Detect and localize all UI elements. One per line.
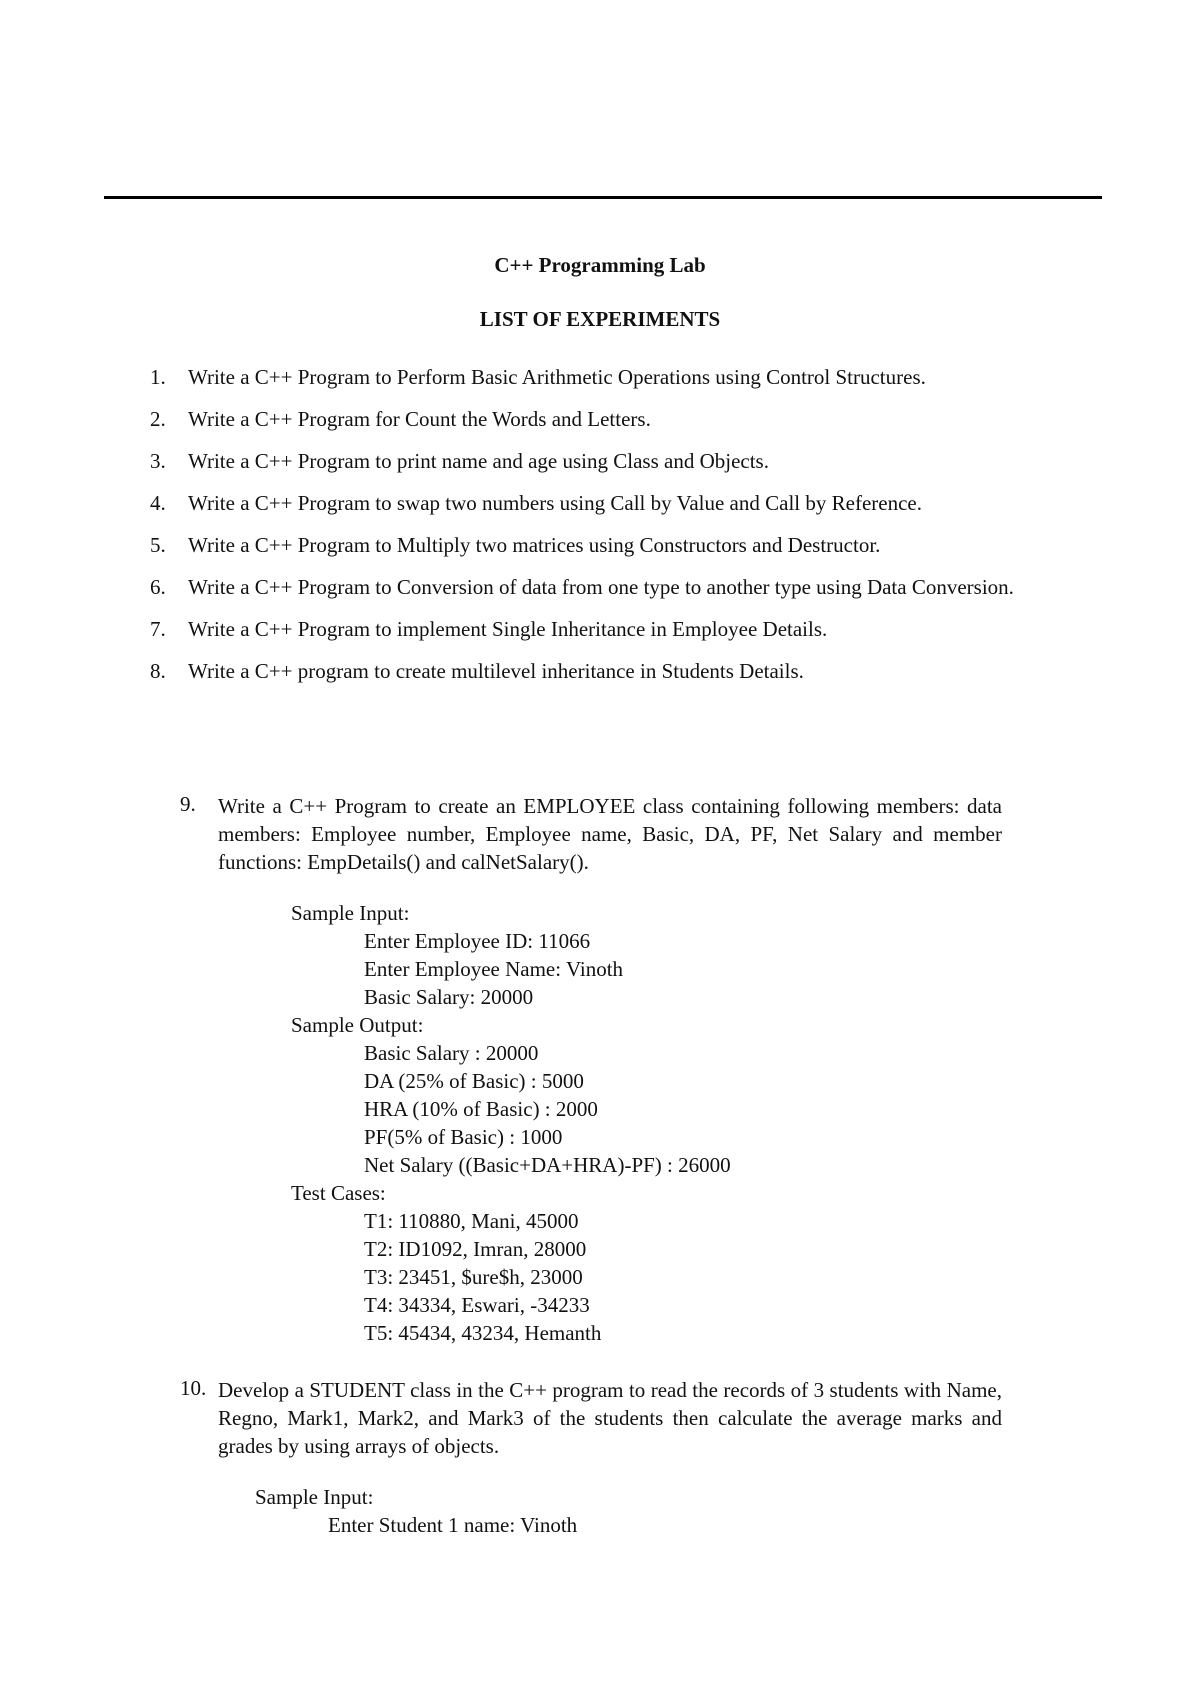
test-case-line: T2: ID1092, Imran, 28000 bbox=[364, 1237, 587, 1261]
item-number: 2. bbox=[150, 407, 166, 431]
question-text: Develop a STUDENT class in the C++ program to read the records of 3 students with Name, Regno, Mark1, Mark2, and Mark3 of the students then calculate the average marks and grades by using arrays of objects. bbox=[218, 1378, 1002, 1458]
header-rule bbox=[104, 196, 1102, 199]
list-item bbox=[150, 524, 1090, 566]
list-item bbox=[150, 650, 1090, 692]
sample-output-line: HRA (10% of Basic) : 2000 bbox=[364, 1097, 598, 1121]
question-9 bbox=[180, 792, 1002, 876]
list-item bbox=[150, 398, 1090, 440]
item-text: Write a C++ Program to Multiply two matrices using Constructors and Destructor. bbox=[188, 533, 881, 557]
experiment-list bbox=[150, 356, 1090, 692]
list-heading: LIST OF EXPERIMENTS bbox=[479, 307, 721, 331]
item-text: Write a C++ Program for Count the Words and Letters. bbox=[188, 407, 651, 431]
item-text: Write a C++ Program to swap two numbers using Call by Value and Call by Reference. bbox=[188, 491, 922, 515]
sample-input-line: Enter Employee ID: 11066 bbox=[364, 929, 591, 953]
test-case-line: T1: 110880, Mani, 45000 bbox=[364, 1209, 579, 1233]
sample-output-line: PF(5% of Basic) : 1000 bbox=[364, 1125, 563, 1149]
test-case-line: T3: 23451, $ure$h, 23000 bbox=[364, 1265, 583, 1289]
sample-output-line: Net Salary ((Basic+DA+HRA)-PF) : 26000 bbox=[364, 1153, 731, 1177]
list-item bbox=[150, 440, 1090, 482]
item-number: 3. bbox=[150, 449, 166, 473]
item-number: 6. bbox=[150, 575, 166, 599]
item-text: Write a C++ Program to Conversion of data from one type to another type using Data Conversion. bbox=[188, 575, 1014, 599]
test-case-line: T4: 34334, Eswari, -34233 bbox=[364, 1293, 590, 1317]
item-text: Write a C++ program to create multilevel inheritance in Students Details. bbox=[188, 659, 804, 683]
sample-input-label: Sample Input: bbox=[255, 1485, 374, 1509]
page-title: C++ Programming Lab bbox=[494, 253, 706, 277]
sample-input-label: Sample Input: bbox=[291, 901, 410, 925]
item-number: 5. bbox=[150, 533, 166, 557]
item-text: Write a C++ Program to implement Single Inheritance in Employee Details. bbox=[188, 617, 828, 641]
list-item bbox=[150, 356, 1090, 398]
item-text: Write a C++ Program to print name and age using Class and Objects. bbox=[188, 449, 769, 473]
sample-input-line: Enter Employee Name: Vinoth bbox=[364, 957, 624, 981]
sample-output-label: Sample Output: bbox=[291, 1013, 424, 1037]
sample-input-line: Basic Salary: 20000 bbox=[364, 985, 534, 1009]
item-number: 7. bbox=[150, 617, 166, 641]
item-number: 8. bbox=[150, 659, 166, 683]
question-number: 10. bbox=[180, 1376, 207, 1400]
question-10 bbox=[180, 1376, 1002, 1460]
question-text: Write a C++ Program to create an EMPLOYEE class containing following members: data members: Employee number, Employee name, Basic, DA, PF, Net Salary and member functions: EmpDetails() and calNetSalary(). bbox=[218, 794, 1002, 874]
sample-output-line: DA (25% of Basic) : 5000 bbox=[364, 1069, 584, 1093]
sample-input-line: Enter Student 1 name: Vinoth bbox=[328, 1513, 578, 1537]
item-text: Write a C++ Program to Perform Basic Arithmetic Operations using Control Structures. bbox=[188, 365, 926, 389]
test-case-line: T5: 45434, 43234, Hemanth bbox=[364, 1321, 602, 1345]
question-number: 9. bbox=[180, 792, 196, 816]
list-item bbox=[150, 608, 1090, 650]
test-cases-label: Test Cases: bbox=[291, 1181, 386, 1205]
list-item bbox=[150, 482, 1090, 524]
sample-output-line: Basic Salary : 20000 bbox=[364, 1041, 539, 1065]
item-number: 4. bbox=[150, 491, 166, 515]
item-number: 1. bbox=[150, 365, 166, 389]
list-item bbox=[150, 566, 1090, 608]
